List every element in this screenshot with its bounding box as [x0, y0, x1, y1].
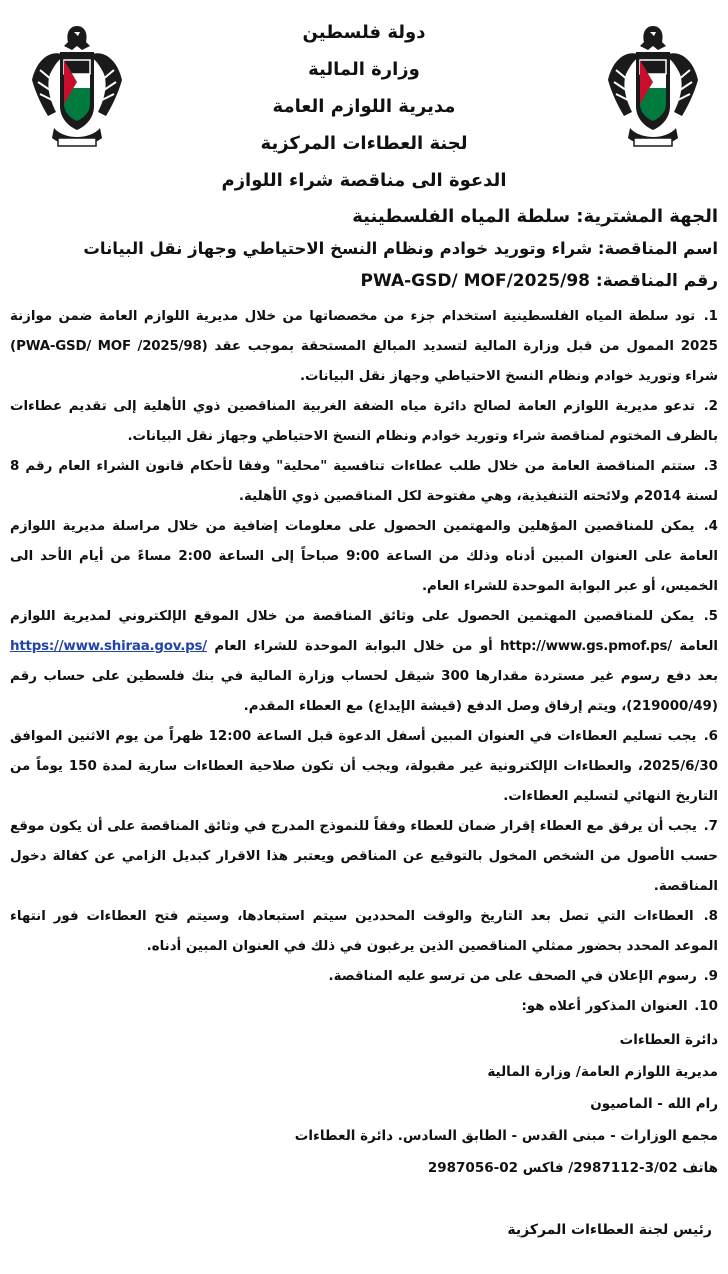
- tender-name: اسم المناقصة: شراء وتوريد خوادم ونظام النسخ الاحتياطي وجهاز نقل البيانات: [83, 239, 718, 258]
- ministry-name: وزارة المالية: [308, 59, 420, 80]
- notice-header: [10, 0, 718, 200]
- emblem-left-svg: [28, 20, 126, 160]
- committee-chair-signature: رئيس لجنة العطاءات المركزية: [507, 1222, 712, 1238]
- header-titles: [160, 14, 568, 199]
- palestine-eagle-emblem-icon: [604, 20, 702, 160]
- contact-address: [10, 1024, 718, 1184]
- clause-text: تود سلطة المياه الفلسطينية استخدام جزء من مخصصاتها من خلال مديرية اللوازم العامة ضمن موازنة 2025 الممول من قبل وزارة المالية لتسديد المبالغ المستحقة بموجب عقد (PWA-GSD/ MOF /2025/98) شراء وتوريد خوادم ونظام النسخ الاحتياطي وجهاز نقل البيانات.: [10, 309, 718, 384]
- tender-number: [10, 266, 718, 296]
- clause-number: 7.: [703, 819, 718, 834]
- clause-number: 6.: [703, 729, 718, 744]
- procuring-entity: الجهة المشترية: سلطة المياه الفلسطينية: [352, 206, 718, 227]
- clause-text: رسوم الإعلان في الصحف على من ترسو عليه المناقصة.: [328, 969, 697, 984]
- clause-text: أو من خلال البوابة الموحدة للشراء العام: [214, 639, 493, 654]
- clause-text: العنوان المذكور أعلاه هو:: [521, 999, 688, 1014]
- shiraa-portal-link[interactable]: https://www.shiraa.gov.ps/: [10, 639, 207, 654]
- clause-2: [10, 392, 718, 452]
- emblem-right-svg: [604, 20, 702, 160]
- address-directorate: مديرية اللوازم العامة/ وزارة المالية: [487, 1064, 718, 1080]
- committee-name: لجنة العطاءات المركزية: [260, 133, 468, 154]
- clause-number: 1.: [703, 309, 718, 324]
- tender-clauses: [10, 302, 718, 1022]
- palestine-eagle-emblem-icon: [28, 20, 126, 160]
- clause-4: [10, 512, 718, 602]
- clause-text: ستتم المناقصة العامة من خلال طلب عطاءات تنافسية "محلية" وفقا لأحكام قانون الشراء العام رقم 8 لسنة 2014م ولائحته التنفيذية، وهي مفتوحة لكل المناقصين ذوي الأهلية.: [10, 459, 718, 504]
- clause-text: بعد دفع رسوم غير مستردة مقدارها 300 شيقل لحساب وزارة المالية في بنك فلسطين على حساب رقم (219000/49)، ويتم إرفاق وصل الدفع (قيشة الإيداع) مع العطاء المقدم.: [10, 669, 718, 714]
- clause-number: 8.: [703, 909, 718, 924]
- clause-number: 3.: [703, 459, 718, 474]
- clause-number: 5.: [703, 609, 718, 624]
- clause-text: يمكن للمناقصين المهتمين الحصول على وثائق المناقصة من خلال الموقع الإلكتروني لمديرية اللوازم العامة: [10, 609, 718, 654]
- clause-7: [10, 812, 718, 902]
- clause-6: [10, 722, 718, 812]
- address-department: دائرة العطاءات: [619, 1032, 718, 1048]
- state-name: دولة فلسطين: [302, 22, 426, 43]
- clause-1: [10, 302, 718, 392]
- invitation-title: الدعوة الى مناقصة شراء اللوازم: [221, 170, 507, 191]
- clause-number: 4.: [703, 519, 718, 534]
- tender-meta: [10, 202, 718, 296]
- address-city: رام الله - الماصيون: [590, 1096, 718, 1112]
- clause-text: تدعو مديرية اللوازم العامة لصالح دائرة مياه الضفة الغربية المناقصين ذوي الأهلية إلى تقديم عطاءات بالظرف المختوم لمناقصة شراء وتوريد خوادم ونظام النسخ الاحتياطي وجهاز نقل البيانات.: [10, 399, 718, 444]
- directorate-name: مديرية اللوازم العامة: [272, 96, 456, 117]
- clause-number: 2.: [703, 399, 718, 414]
- clause-text: العطاءات التي تصل بعد التاريخ والوقت المحددين سيتم استبعادها، وسيتم فتح العطاءات فور انتهاء الموعد المحدد بحضور ممثلي المناقصين الذين يرغبون في ذلك في العنوان المبين أدناه.: [10, 909, 718, 954]
- clause-number: 10.: [694, 999, 718, 1014]
- clause-3: [10, 452, 718, 512]
- clause-5: [10, 602, 718, 722]
- clause-text: يمكن للمناقصين المؤهلين والمهتمين الحصول على معلومات إضافية من خلال مراسلة مديرية اللوازم العامة على العنوان المبين أدناه وذلك من الساعة 9:00 صباحاً إلى الساعة 2:00 مساءً من أيام الأحد الى الخميس، أو عبر البوابة الموحدة للشراء العام.: [10, 519, 719, 594]
- clause-10: [10, 992, 718, 1022]
- address-building: مجمع الوزارات - مبنى القدس - الطابق السادس. دائرة العطاءات: [294, 1128, 718, 1144]
- clause-text: يجب تسليم العطاءات في العنوان المبين أسفل الدعوة قبل الساعة 12:00 ظهراً من يوم الاثنين الموافق 2025/6/30، والعطاءات الإلكترونية غير مقبولة، ويجب أن تكون صلاحية العطاءات سارية لمدة 150 يوماً من التاريخ النهائي لتسليم العطاءات.: [10, 729, 718, 804]
- clause-text: يجب أن يرفق مع العطاء إقرار ضمان للعطاء وفقاً للنموذج المدرج في وثائق المناقصة على أن يكون موقع حسب الأصول من الشخص المخول بالتوقيع عن المناقص ويعتبر هذا الاقرار كبديل الزامي عن كفالة دخول المناقصة.: [10, 819, 718, 894]
- clause-8: [10, 902, 718, 962]
- directorate-website-link[interactable]: http://www.gs.pmof.ps/: [499, 639, 672, 654]
- clause-9: [10, 962, 718, 992]
- address-phone-fax: هاتف 3/02-2987112/ فاكس 02-2987056: [427, 1160, 718, 1176]
- tender-number-label: رقم المناقصة:: [595, 271, 718, 291]
- tender-number-code: PWA-GSD/ MOF/2025/98: [360, 271, 590, 291]
- clause-number: 9.: [703, 969, 718, 984]
